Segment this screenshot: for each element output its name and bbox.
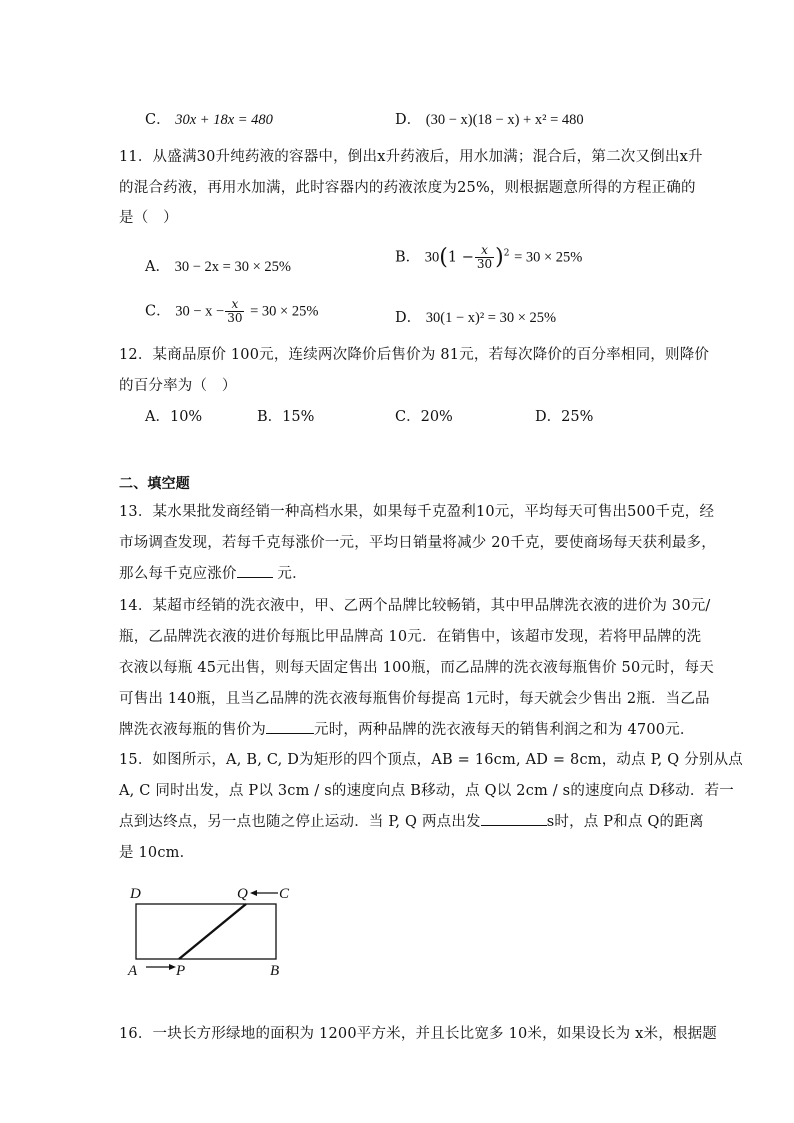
option-text-pre: 30 [424, 249, 440, 266]
q15-text-pre: 点到达终点，另一点也随之停止运动．当 P, Q 两点出发 [119, 814, 481, 830]
option-label: C． [145, 303, 171, 320]
frac-denominator: 30 [476, 257, 493, 271]
option-label: D． [395, 112, 422, 128]
fraction [475, 244, 494, 271]
q11-option-d [395, 306, 556, 327]
q15-text-post: s时，点 P和点 Q的距离 [546, 814, 704, 830]
q11-line-2: 的混合药液，再用水加满，此时容器内的药液浓度为25%，则根据题意所得的方程正确的 [119, 180, 696, 196]
frac-denominator: 30 [227, 311, 243, 325]
rectangle-abcd [136, 904, 276, 959]
label-p: P [176, 963, 186, 979]
q14-line-4: 可售出 140瓶，且当乙品牌的洗衣液每瓶售价每提高 1元时，每天就会少售出 2瓶．当乙品 [119, 691, 710, 707]
q10-option-c [145, 108, 273, 129]
q12-option-a: A．10% [145, 409, 203, 425]
q13-line-1: 13．某水果批发商经销一种高档水果，如果每千克盈利10元，平均每天可售出500千克，经 [119, 504, 715, 520]
q16-line-1: 16．一块长方形绿地的面积为 1200平方米，并且长比宽多 10米，如果设长为 x米，根据题 [119, 1026, 718, 1042]
q15-line-1: 15．如图所示，A, B, C, D为矩形的四个顶点，AB = 16cm, AD = 8cm，动点 P, Q 分别从点 [119, 752, 743, 768]
q14-line-5 [119, 718, 695, 739]
option-text-post: = 30 × 25% [250, 303, 319, 320]
q12-line-1: 12．某商品原价 100元，连续两次降价后售价为 81元，若每次降价的百分率相同，则降价 [119, 347, 710, 363]
label-q: Q [237, 886, 248, 902]
label-c: C [279, 886, 290, 902]
frac-numerator: x [225, 298, 244, 312]
option-text: 30(1 − x)² = 30 × 25% [425, 310, 557, 326]
q13-text-pre: 那么每千克应涨价 [119, 566, 237, 582]
frac-numerator: x [475, 244, 494, 258]
q14-line-1: 14．某超市经销的洗衣液中，甲、乙两个品牌比较畅销，其中甲品牌洗衣液的进价为 30元/ [119, 598, 711, 614]
arrow-head-q [250, 890, 257, 896]
q11-option-a [145, 255, 291, 276]
section-title: 二、填空题 [119, 476, 190, 492]
option-text-post: = 30 × 25% [514, 249, 583, 266]
answer-blank[interactable] [481, 811, 547, 826]
option-text: 30x + 18x = 480 [175, 112, 273, 128]
answer-blank[interactable] [237, 563, 273, 578]
q12-option-b: B．15% [257, 409, 315, 425]
q11-option-b: B． 30(1 − $\frac{x}{30}$ )$^2$ = 30 × 25% [395, 243, 583, 271]
option-text: 30 − 2x = 30 × 25% [174, 259, 291, 275]
segment-pq [179, 904, 246, 959]
option-label: C． [145, 112, 171, 128]
option-label: D． [395, 310, 422, 326]
q14-text-pre: 牌洗衣液每瓶的售价为 [119, 722, 266, 738]
q12-option-c: C．20% [395, 409, 453, 425]
arrow-head-p [169, 964, 176, 970]
option-label: A． [145, 259, 170, 275]
answer-blank[interactable] [266, 719, 314, 734]
option-text-pre: 30 − x − [175, 303, 225, 320]
q14-line-2: 瓶，乙品牌洗衣液的进价每瓶比甲品牌高 10元．在销售中，该超市发现，若将甲品牌的洗 [119, 629, 702, 645]
q12-line-2: 的百分率为（ ） [119, 378, 237, 394]
q10-option-d [395, 108, 584, 129]
q14-text-post: 元时，两种品牌的洗衣液每天的销售利润之和为 4700元． [314, 722, 695, 738]
label-a: A [128, 963, 138, 979]
fraction [225, 298, 244, 325]
q13-text-post: 元． [277, 566, 307, 582]
q11-line-1: 11．从盛满30升纯药液的容器中，倒出x升药液后，用水加满；混合后，第二次又倒出x升 [119, 149, 703, 165]
label-b: B [270, 963, 280, 979]
rectangle-figure [118, 878, 308, 982]
q15-line-3 [119, 810, 704, 831]
q11-option-c [145, 298, 318, 325]
q12-option-d: D．25% [535, 409, 594, 425]
q11-line-3: 是（ ） [119, 210, 178, 226]
label-d: D [130, 886, 141, 902]
q14-line-3: 衣液以每瓶 45元出售，则每天固定售出 100瓶，而乙品牌的洗衣液每瓶售价 50元时，每天 [119, 660, 714, 676]
q13-line-2: 市场调查发现，若每千克每涨价一元，平均日销量将减少 20千克，要使商场每天获利最多， [119, 535, 716, 551]
q15-line-2: A, C 同时出发，点 P以 3cm / s的速度向点 B移动，点 Q以 2cm / s的速度向点 D移动．若一 [119, 783, 734, 799]
option-text: (30 − x)(18 − x) + x² = 480 [425, 112, 584, 128]
option-label: B． [395, 249, 421, 266]
q15-line-4: 是 10cm． [119, 845, 195, 861]
q13-line-3 [119, 562, 307, 583]
